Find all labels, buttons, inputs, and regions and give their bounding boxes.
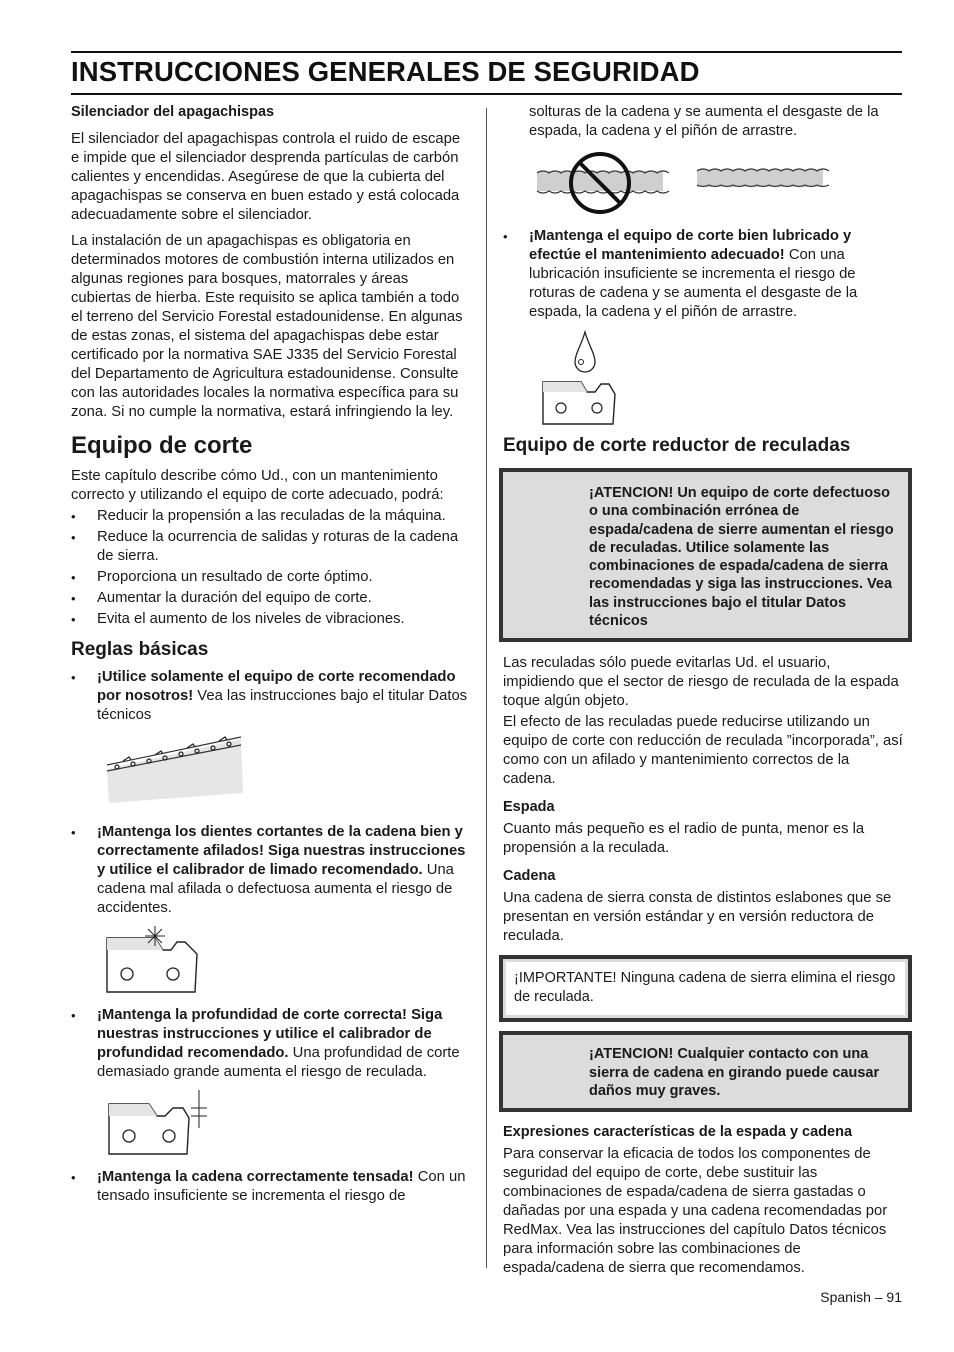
chain-tension-figure xyxy=(535,151,903,223)
equipo-intro: Este capítulo describe cómo Ud., con un mantenimiento correcto y utilizando el equipo de corte adecuado, podrá: xyxy=(71,468,444,503)
reculadas-paragraph-1: Las reculadas sólo puede evitarlas Ud. el usuario, impidiendo que el sector de riesgo de reculada de la espada toque algún objeto. xyxy=(503,655,899,710)
regla-3-text: Una profundidad de corte demasiado grande aumenta el riesgo de reculada. xyxy=(97,1045,460,1080)
warning-text-2: ¡ATENCION! Cualquier contacto con una sierra de cadena en girando puede causar daños muy graves. xyxy=(503,1035,908,1108)
regla-1 xyxy=(71,668,471,725)
chain-tension-icon xyxy=(535,151,835,221)
list-item: • Proporciona un resultado de corte óptimo. xyxy=(71,568,471,587)
espada-heading: Espada xyxy=(503,799,555,816)
reglas-list-4 xyxy=(71,1168,471,1206)
reglas-list-3 xyxy=(71,1006,471,1082)
regla-4 xyxy=(71,1168,471,1206)
regla-3 xyxy=(71,1006,471,1082)
reculadas-paragraph-2: El efecto de las reculadas puede reducirse utilizando un equipo de corte con reducción de reculada ”incorporada”, así como con un afilado y mantenimiento correctos de la cadena. xyxy=(503,714,903,788)
important-box xyxy=(499,955,912,1022)
page-footer: Spanish – 91 xyxy=(820,1289,902,1305)
regla-2-bold: ¡Mantenga los dientes cortantes de la cadena bien y correctamente afilados! Siga nuestras instrucciones y utilice el calibrador de limado recomendado. xyxy=(97,824,466,878)
header-rule-top xyxy=(71,51,902,53)
equipo-list xyxy=(71,507,471,629)
silenciador-paragraph-2: La instalación de un apagachispas es obligatoria en determinados motores de combustión interna utilizados en algunas regiones para bosques, matorrales y áreas cubiertas de hierba. Este requisito se aplica también a todo el terreno del Servicio Forestal estadounidense. En algunas de estas zonas, el sistema del apagachispas debe estar certificado por la normativa SAE J335 del Servicio Forestal del Departamento de Agricultura estadounidense. Consulte con las autoridades locales la normativa específica para su zona. Si no cumple la normativa, estará infringiendo la ley. xyxy=(71,233,463,420)
reductor-heading: Equipo de corte reductor de reculadas xyxy=(503,435,851,456)
column-divider xyxy=(486,108,487,1268)
depth-gauge-icon xyxy=(103,1088,213,1160)
warning-text-1: ¡ATENCION! Un equipo de corte defectuoso o una combinación errónea de espada/cadena de sierre aumentan el riesgo de reculadas. Utilice solamente las combinaciones de espada/cadena de sierra recomendadas y siga las instrucciones. Vea las instrucciones bajo el titular Datos técnicos xyxy=(503,472,908,638)
right-column xyxy=(503,103,903,1278)
reglas-list xyxy=(71,668,471,725)
regla-2-text: Una cadena mal afilada o defectuosa aumenta el riesgo de accidentes. xyxy=(97,862,454,916)
cutter-link-icon xyxy=(103,924,203,998)
regla-2 xyxy=(71,823,471,918)
equipo-heading: Equipo de corte xyxy=(71,432,253,459)
regla-5-bold: ¡Mantenga el equipo de corte bien lubricado y efectúe el mantenimiento adecuado! xyxy=(529,228,852,263)
list-item: • Reducir la propensión a las reculadas de la máquina. xyxy=(71,507,471,526)
page-title: INSTRUCCIONES GENERALES DE SEGURIDAD xyxy=(71,56,700,87)
list-item: • Aumentar la duración del equipo de corte. xyxy=(71,589,471,608)
oil-drop-icon xyxy=(535,328,635,428)
list-item: • Evita el aumento de los niveles de vibraciones. xyxy=(71,610,471,629)
warning-box-1 xyxy=(499,468,912,642)
header-rule-bottom xyxy=(71,93,902,95)
chain-icon xyxy=(103,731,253,811)
reglas-list-2 xyxy=(71,823,471,918)
regla-5-list xyxy=(503,227,903,322)
lubrication-figure xyxy=(535,328,903,430)
regla-1-text: Vea las instrucciones bajo el titular Datos técnicos xyxy=(97,688,468,723)
silenciador-paragraph-1: El silenciador del apagachispas controla el ruido de escape e impide que el silenciador desprenda partículas de carbón calientes y encendidas. Asegúrese de que la cubierta del apagachispas se conserva en buen estado y está colocada adecuadamente sobre el silenciador. xyxy=(71,131,461,223)
regla-5 xyxy=(503,227,903,322)
cadena-heading: Cadena xyxy=(503,868,556,885)
chain-recommended-figure xyxy=(103,731,471,817)
regla-3-bold: ¡Mantenga la profundidad de corte correcta! Siga nuestras instrucciones y utilice el calibrador de profundidad recomendado. xyxy=(97,1007,443,1061)
expresiones-heading: Expresiones características de la espada y cadena xyxy=(503,1124,853,1141)
expresiones-text: Para conservar la eficacia de todos los componentes de seguridad del equipo de corte, debe sustituir las combinaciones de espada/cadena de sierra gastadas o dañadas por una espada y una cadena recomendadas por RedMax. Vea las instrucciones del capítulo Datos técnicos para información sobre las combinaciones de espada/cadena de sierra que recomendamos. xyxy=(503,1146,888,1277)
important-text: ¡IMPORTANTE! Ninguna cadena de sierra elimina el riesgo de reculada. xyxy=(506,962,905,1015)
depth-gauge-figure xyxy=(103,1088,471,1164)
silenciador-heading: Silenciador del apagachispas xyxy=(71,104,275,120)
reglas-heading: Reglas básicas xyxy=(71,639,209,660)
warning-box-2 xyxy=(499,1031,912,1112)
left-column xyxy=(71,103,471,1206)
sharp-cutter-figure xyxy=(103,924,471,1002)
regla-4-bold: ¡Mantenga la cadena correctamente tensada! xyxy=(97,1169,414,1185)
espada-text: Cuanto más pequeño es el radio de punta, menor es la propensión a la reculada. xyxy=(503,821,865,857)
continued-text: solturas de la cadena y se aumenta el desgaste de la espada, la cadena y el piñón de arrastre. xyxy=(529,104,879,139)
regla-5-text: Con una lubricación insuficiente se incrementa el riesgo de roturas de cadena y se aumenta el desgaste de la espada, la cadena y el piñón de arrastre. xyxy=(529,247,858,320)
list-item: • Reduce la ocurrencia de salidas y roturas de la cadena de sierra. xyxy=(71,528,471,566)
regla-1-bold: ¡Utilice solamente el equipo de corte recomendado por nosotros! xyxy=(97,669,456,704)
regla-4-text: Con un tensado insuficiente se incrementa el riesgo de xyxy=(97,1169,466,1204)
cadena-text: Una cadena de sierra consta de distintos eslabones que se presentan en versión estándar y en versión reductora de reculada. xyxy=(503,890,892,945)
